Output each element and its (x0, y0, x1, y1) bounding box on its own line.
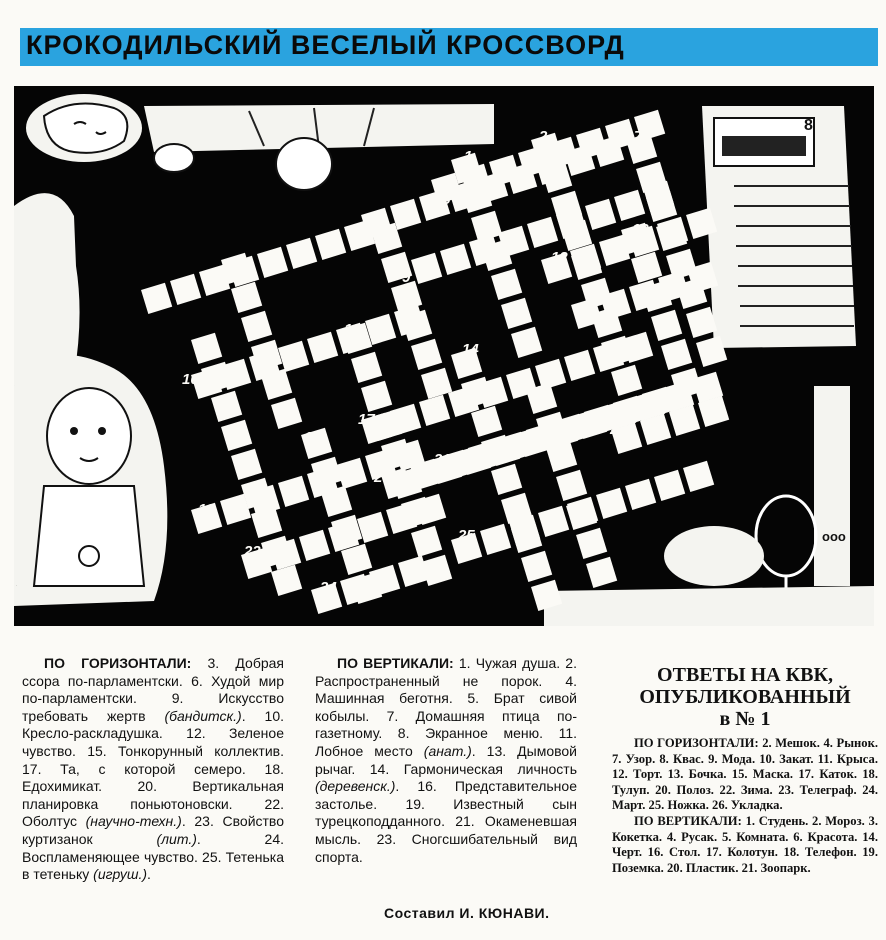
down-heading: ПО ВЕРТИКАЛИ: (337, 655, 454, 671)
answers-title-line2: ОПУБЛИКОВАННЫЙ (639, 686, 851, 708)
down-note-1: (анат.) (423, 742, 472, 759)
answers-title-line3: в № 1 (719, 708, 771, 730)
crossword-cell (241, 311, 272, 342)
crossword-cell (501, 298, 532, 329)
clue-number: 20 (374, 469, 391, 486)
clue-number: 24 (320, 579, 337, 596)
crossword-cell (491, 269, 522, 300)
across-text-5: . (147, 866, 151, 883)
crossword-cell (596, 488, 627, 519)
crossword-cell (398, 556, 429, 587)
crossword-cell (221, 420, 252, 451)
across-text-3: . 23. Свойство куртизанок (22, 813, 284, 847)
crossword-cell (421, 368, 452, 399)
clue-number: 16 (304, 429, 321, 446)
crossword-cell (211, 391, 242, 422)
down-text-2: . 13. Дымовой рычаг. 14. Гармоническая личность (315, 742, 577, 777)
clue-number: 22 (244, 543, 261, 560)
crossword-cell (278, 476, 309, 507)
author-credit: Составил И. КЮНАВИ. (384, 905, 550, 921)
across-note-1: (бандитск.) (164, 707, 242, 724)
answers-down-heading: ПО ВЕРТИКАЛИ: (634, 813, 742, 828)
clue-number: 6 (442, 191, 451, 208)
crossword-cell (576, 528, 607, 559)
clue-number: 11 (344, 321, 360, 338)
crossword-illustration (14, 86, 874, 626)
clue-number: 21 (434, 451, 451, 468)
decorations (14, 94, 874, 626)
across-heading: ПО ГОРИЗОНТАЛИ: (44, 655, 192, 671)
crossword-cell (585, 199, 616, 230)
crossword-cell (336, 458, 367, 489)
answers-across-text: 2. Мешок. 4. Рынок. 7. Узор. 8. Квас. 9. Мода. 10. Закат. 11. Крыса. 12. Торт. 13. Бочка. 15. Маска. 17. Каток. 18. Тулуп. 20. Полоз. 22. Зима. 23. Телеграф. 24. Март. 25. Ножка. 26. Укладка. (612, 736, 878, 813)
crossword-cell (411, 526, 442, 557)
down-text-3: . 16. Представительное застолье. 19. Известный сын турецкоподданного. 21. Окаменевшая мысль. 23. Сногсшибательный вид спорта. (315, 778, 577, 865)
across-note-3: (лит.) (156, 830, 197, 847)
clue-number: 8 (204, 335, 213, 352)
clue-number: 13 (632, 221, 649, 238)
crossword-cell (351, 352, 382, 383)
page-title: КРОКОДИЛЬСКИЙ ВЕСЕЛЫЙ КРОССВОРД (26, 30, 625, 60)
clue-number: 7 (634, 128, 643, 145)
crossword-cell (651, 310, 682, 341)
crossword-cell (586, 557, 617, 588)
clue-number: 23 (610, 421, 627, 438)
crossword-cell (611, 365, 642, 396)
crossword-cell (440, 244, 471, 275)
crossword-cell (411, 253, 442, 284)
across-text-4: . 24. Воспламеняющее чувство. 25. Тетенька в тетеньку (22, 830, 284, 883)
crossword-cell (625, 479, 656, 510)
crossword-cell (491, 464, 522, 495)
crossword-svg (14, 86, 874, 626)
crossword-cell (480, 524, 511, 555)
clue-number: 10 (182, 371, 199, 388)
crossword-cell (654, 470, 685, 501)
clue-number: 3 (149, 285, 158, 302)
clue-number: 19 (534, 383, 551, 400)
across-text-1: 3. Добрая ссора по-парламентски. 6. Худой мир по-парламентски. 9. Искусство требовать жертв (22, 655, 284, 724)
crossword-cell (307, 332, 338, 363)
across-note-4: (игруш.) (93, 866, 148, 883)
clue-number: 2 (539, 128, 548, 145)
crossword-cell (521, 551, 552, 582)
crossword-cell (271, 398, 302, 429)
accordion-label: 8 (804, 117, 813, 134)
clue-number: 1 (464, 148, 473, 165)
crossword-cell (614, 190, 645, 221)
answers-body (612, 736, 878, 876)
across-clues (22, 655, 284, 884)
clue-number: 4 (236, 258, 245, 275)
down-text-1: 1. Чужая душа. 2. Распространенный не порок. 4. Машинная беготня. 5. Брат сивой кобылы. 7. Домашняя птица по-газетному. 8. Экранное меню. 11. Лобное место (315, 655, 577, 759)
crossword-grid (141, 110, 729, 614)
across-note-2: (научно-техн.) (85, 813, 182, 830)
crossword-cell (419, 395, 450, 426)
answers-across-heading: ПО ГОРИЗОНТАЛИ: (634, 736, 759, 750)
clue-number: 14 (462, 341, 479, 358)
crossword-cell (286, 238, 317, 269)
crossword-cell (257, 247, 288, 278)
clue-number: 5 (372, 213, 381, 230)
clue-number: 17 (358, 411, 375, 428)
crossword-cell (299, 530, 330, 561)
crossword-cell (170, 274, 201, 305)
crossword-cell (231, 449, 262, 480)
crossword-cell (471, 211, 502, 242)
across-text-2: . 10. Кресло-раскладушка. 12. Зеленое чувство. 15. Тонкорунный коллектив. 17. Та, с которой семеро. 18. Едохимикат. 20. Вертикальная планировка поньютоновски. 22. Оболтус (22, 707, 285, 830)
matryoshka-illustration (14, 193, 167, 606)
crossword-cell (511, 327, 542, 358)
clue-number: 25 (458, 527, 475, 544)
answers-title (612, 664, 878, 730)
crossword-cell (271, 565, 302, 596)
crossword-cell (556, 470, 587, 501)
crossword-cell (411, 339, 442, 370)
title-banner (20, 28, 878, 66)
clue-number: 9 (402, 269, 411, 286)
answers-down-text: 1. Студень. 2. Мороз. 3. Кокетка. 4. Русак. 5. Комната. 6. Красота. 14. Черт. 16. Стол. 17. Колотун. 18. Телефон. 19. Поземка. 20. Пластик. 21. Зоопарк. (612, 813, 878, 875)
crossword-cell (315, 229, 346, 260)
crossword-cell (564, 350, 595, 381)
crossword-cell (538, 506, 569, 537)
down-note-2: (деревенск.) (315, 778, 396, 795)
art-label-3: 3 (16, 586, 17, 587)
clue-number: 12 (551, 249, 568, 266)
bottle-label: ооо (822, 529, 846, 544)
crossword-cell (683, 461, 714, 492)
crossword-cell (361, 381, 392, 412)
crossword-cell (278, 341, 309, 372)
down-clues (315, 655, 577, 866)
boxer-illustration (26, 94, 494, 190)
crossword-cell (661, 339, 692, 370)
accordion-illustration (702, 106, 856, 348)
answers-title-line1: ОТВЕТЫ НА КВК, (657, 664, 833, 686)
crossword-cell (527, 217, 558, 248)
clue-number: 18 (198, 501, 215, 518)
clue-number: 15 (574, 301, 591, 318)
